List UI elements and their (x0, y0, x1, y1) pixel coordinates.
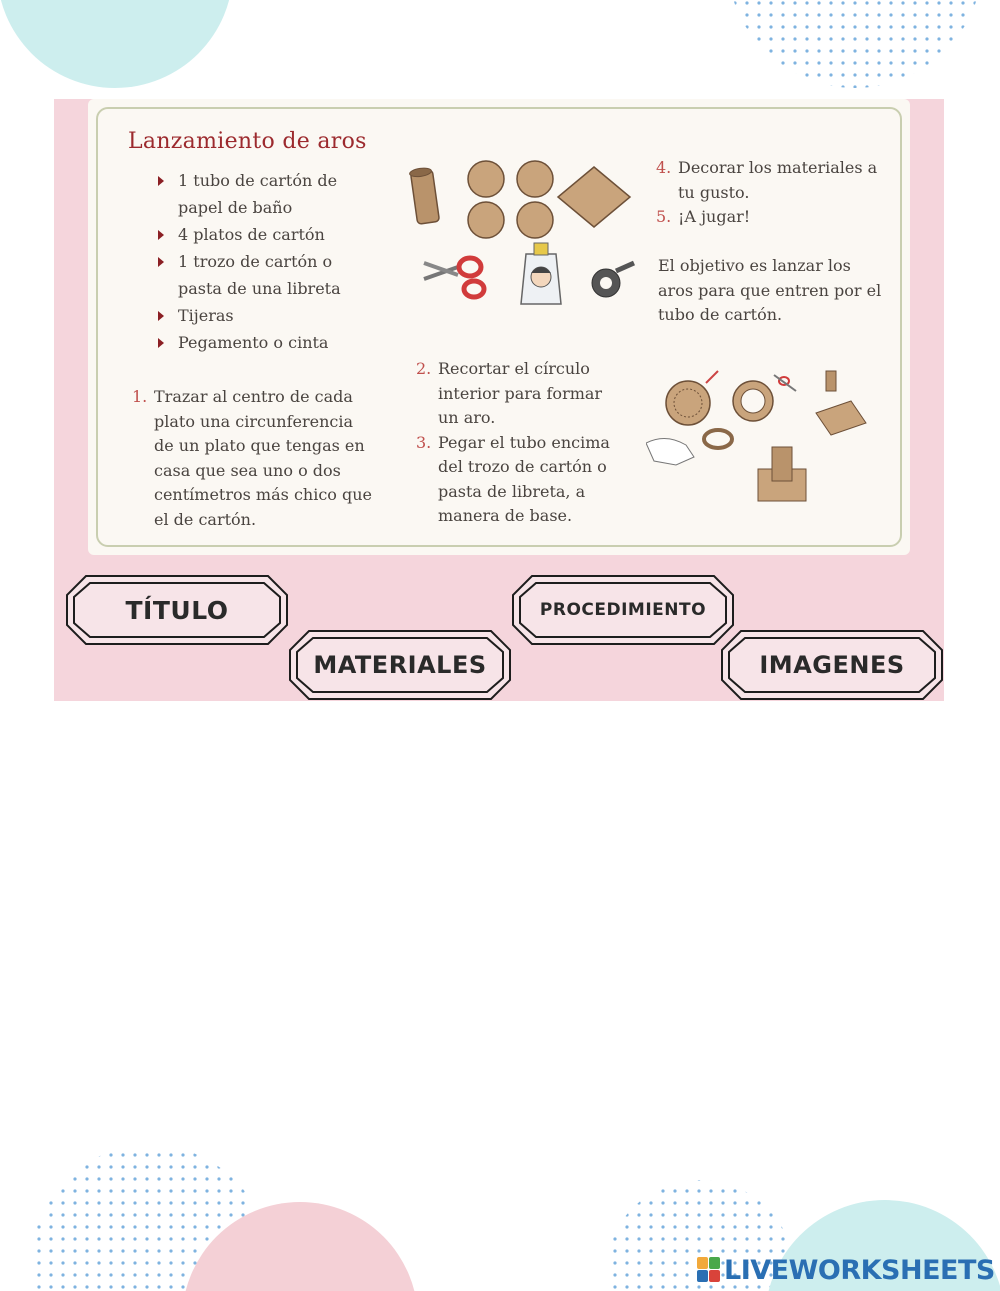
material-item: 4 platos de cartón (156, 221, 366, 248)
step-1: 1. Trazar al centro de cada plato una circunferencia de un plato que tengas en casa que sea uno o dos centímetros más chico que el de cartón. (132, 387, 373, 529)
step-4: 4. Decorar los materiales a tu gusto. (656, 158, 878, 202)
material-item: Pegamento o cinta (156, 329, 366, 356)
material-item: 1 tubo de cartón de papel de baño (156, 167, 366, 221)
liveworksheets-icon (697, 1255, 721, 1285)
imagenes-label-text: IMAGENES (759, 651, 905, 679)
material-item: 1 trozo de cartón o pasta de una libreta (156, 248, 366, 302)
titulo-label-button[interactable] (66, 575, 288, 645)
titulo-label-text: TÍTULO (125, 595, 229, 625)
process-illustration (646, 361, 896, 516)
materials-list (156, 167, 366, 356)
step-3: 3. Pegar el tubo encima del trozo de cartón o pasta de libreta, a manera de base. (416, 432, 610, 525)
material-item: Tijeras (156, 302, 366, 329)
procedimiento-label-text: PROCEDIMIENTO (539, 600, 707, 620)
liveworksheets-logo (697, 1253, 995, 1287)
steps-column-3 (656, 156, 881, 230)
materials-illustration (406, 159, 646, 329)
brand-name: LIVEWORKSHEETS (724, 1254, 995, 1286)
imagenes-label-button[interactable] (721, 630, 943, 700)
step-2: 2. Recortar el círculo interior para formar un aro. (416, 359, 603, 427)
materiales-label-button[interactable] (289, 630, 511, 700)
materiales-label-text: MATERIALES (313, 651, 487, 679)
step-5: 5. ¡A jugar! (656, 207, 751, 226)
steps-column-1 (132, 385, 372, 532)
activity-card (88, 99, 910, 555)
card-title: Lanzamiento de aros (128, 129, 367, 154)
procedimiento-label-button[interactable] (512, 575, 734, 645)
steps-column-2 (416, 357, 616, 529)
objective-text: El objetivo es lanzar los aros para que entren por el tubo de cartón. (658, 256, 882, 324)
